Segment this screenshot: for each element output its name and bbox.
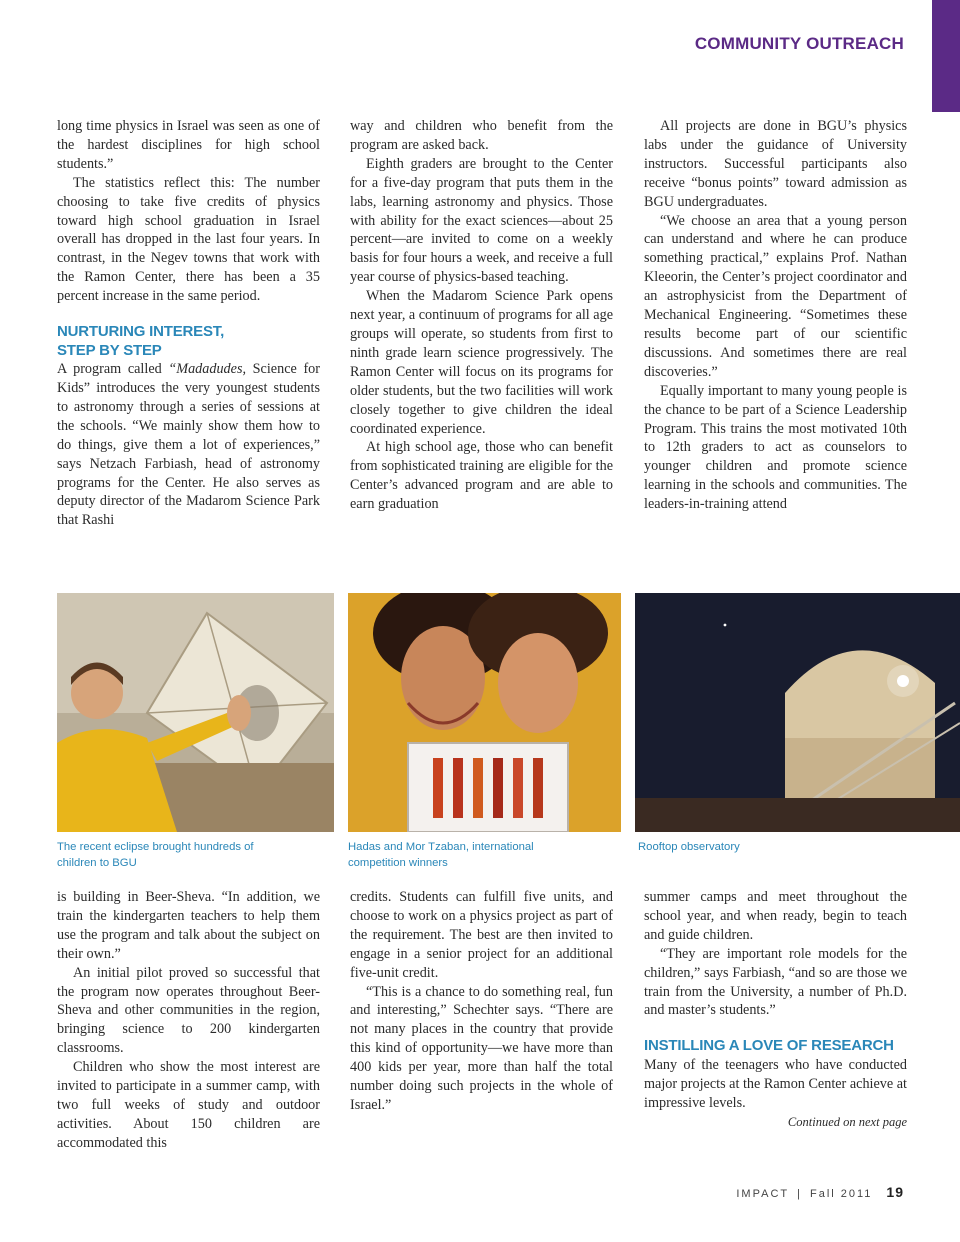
subheading-line: NURTURING INTEREST, — [57, 323, 225, 341]
paragraph: When the Madarom Science Park opens next year, a continuum of programs for all age groups will operate, so students from first to ninth grade learn science progressively. The Ramon Center will focus on its programs for older students, but the two facilities will work closely together to give children the ideal coordinated experience. — [350, 288, 613, 437]
rooftop-observatory-photo — [635, 593, 960, 832]
eclipse-photo — [57, 593, 334, 832]
column-2-bottom — [350, 888, 613, 1115]
section-color-tab — [932, 0, 960, 112]
photo-caption: The recent eclipse brought hundreds of children to BGU — [57, 841, 254, 869]
paragraph: “This is a chance to do something real, fun and interesting,” Schechter says. “There are not many places in the country that provide this kind of opportunity—we have more than 400 kids per year, more than half the total number doing such projects in the whole of Israel.” — [350, 983, 613, 1113]
photo-caption: Hadas and Mor Tzaban, international competition winners — [348, 841, 534, 869]
paragraph: All projects are done in BGU’s physics labs under the guidance of University instructors. Successful participants also receive “bonus points” toward admission as BGU undergraduates. — [644, 118, 907, 210]
publication-name: IMPACT — [736, 1188, 790, 1200]
paragraph: long time physics in Israel was seen as one of the hardest disciplines for high school students.” — [57, 118, 320, 172]
paragraph: way and children who benefit from the program are asked back. — [350, 118, 613, 153]
column-1-top — [57, 117, 320, 530]
subheading-instilling-love: INSTILLING A LOVE OF RESEARCH — [644, 1037, 894, 1055]
column-2-top — [350, 117, 613, 514]
column-3-bottom — [644, 888, 907, 1131]
paragraph: “We choose an area that a young person can understand and where he can produce something practical,” explains Prof. Nathan Kleeorin, the Center’s project coordinator and an astrophysicist from the Department of Mechanical Engineering. “Sometimes these results become part of our scientific discussions. And sometimes there are real discoveries.” — [644, 212, 907, 380]
paragraph: Equally important to many young people is the chance to be part of a Science Leadership Program. This trains the most motivated 10th to 12th graders to act as counselors to younger children and promote science learning in the schools and communities. The leaders-in-training attend — [644, 382, 907, 513]
text-run: A program called — [57, 361, 169, 378]
page-footer — [736, 1184, 904, 1200]
paragraph — [57, 360, 320, 530]
paragraph: credits. Students can fulfill five units, and choose to work on a physics project as part of the requirement. The best are then invited to engage in a senior project for an additional five-unit credit. — [350, 889, 613, 981]
paragraph: At high school age, those who can benefit from sophisticated training are eligible for the Center’s advanced program and are able to earn graduation — [350, 439, 613, 513]
page-number: 19 — [886, 1184, 904, 1200]
issue-date: Fall 2011 — [809, 1188, 873, 1200]
paragraph: Eighth graders are brought to the Center for a five-day program that puts them in the labs, learning astronomy and physics. Those with ability for the exact sciences—about 25 percent—are invited to come on a weekly basis for four hours a week, and receive a full year course of physics-based teaching. — [350, 155, 613, 286]
column-3-top — [644, 117, 907, 514]
footer-separator: | — [797, 1188, 802, 1200]
italic-program-name: “Madadudes, — [168, 361, 247, 378]
paragraph: is building in Beer-Sheva. “In addition, we train the kindergarten teachers to help them use the program and talk about the subject on their own.” — [57, 889, 320, 962]
continued-note: Continued on next page — [787, 1114, 907, 1129]
text-run: Science for Kids” introduces the very youngest students to astronomy through a series of sessions at the schools. “We mainly show them how to do things, give them a lot of experiences,” says Netzach Farbiash, head of astronomy programs for the Center. He also serves as deputy director of the Madarom Science Park that Rashi — [57, 361, 320, 529]
competition-winners-photo — [348, 593, 621, 832]
paragraph: An initial pilot proved so successful that the program now operates throughout Beer-Sheva and other communities in the region, bringing science to 200 kindergarten classrooms. — [57, 964, 320, 1057]
paragraph: Many of the teenagers who have conducted major projects at the Ramon Center achieve at impressive levels. — [644, 1056, 907, 1111]
subheading-nurturing-interest — [57, 323, 320, 360]
section-title: COMMUNITY OUTREACH — [694, 34, 904, 53]
subheading-line: STEP BY STEP — [57, 341, 162, 359]
photo-caption: Rooftop observatory — [638, 841, 740, 853]
paragraph: “They are important role models for the children,” says Farbiash, “and so are those we train from the University, a number of Ph.D. and master’s students.” — [644, 945, 907, 1019]
paragraph: Children who show the most interest are invited to participate in a summer camp, with two full weeks of study and outdoor activities. About 150 children are accommodated this — [57, 1059, 320, 1151]
paragraph: summer camps and meet throughout the school year, and when ready, begin to teach and guide children. — [644, 889, 907, 943]
paragraph: The statistics reflect this: The number choosing to take five credits of physics toward high school graduation in Israel overall has dropped in the last four years. In contrast, in the Negev towns that work with the Ramon Center, there has been a 35 percent increase in the same period. — [57, 174, 320, 305]
column-1-bottom — [57, 888, 320, 1153]
